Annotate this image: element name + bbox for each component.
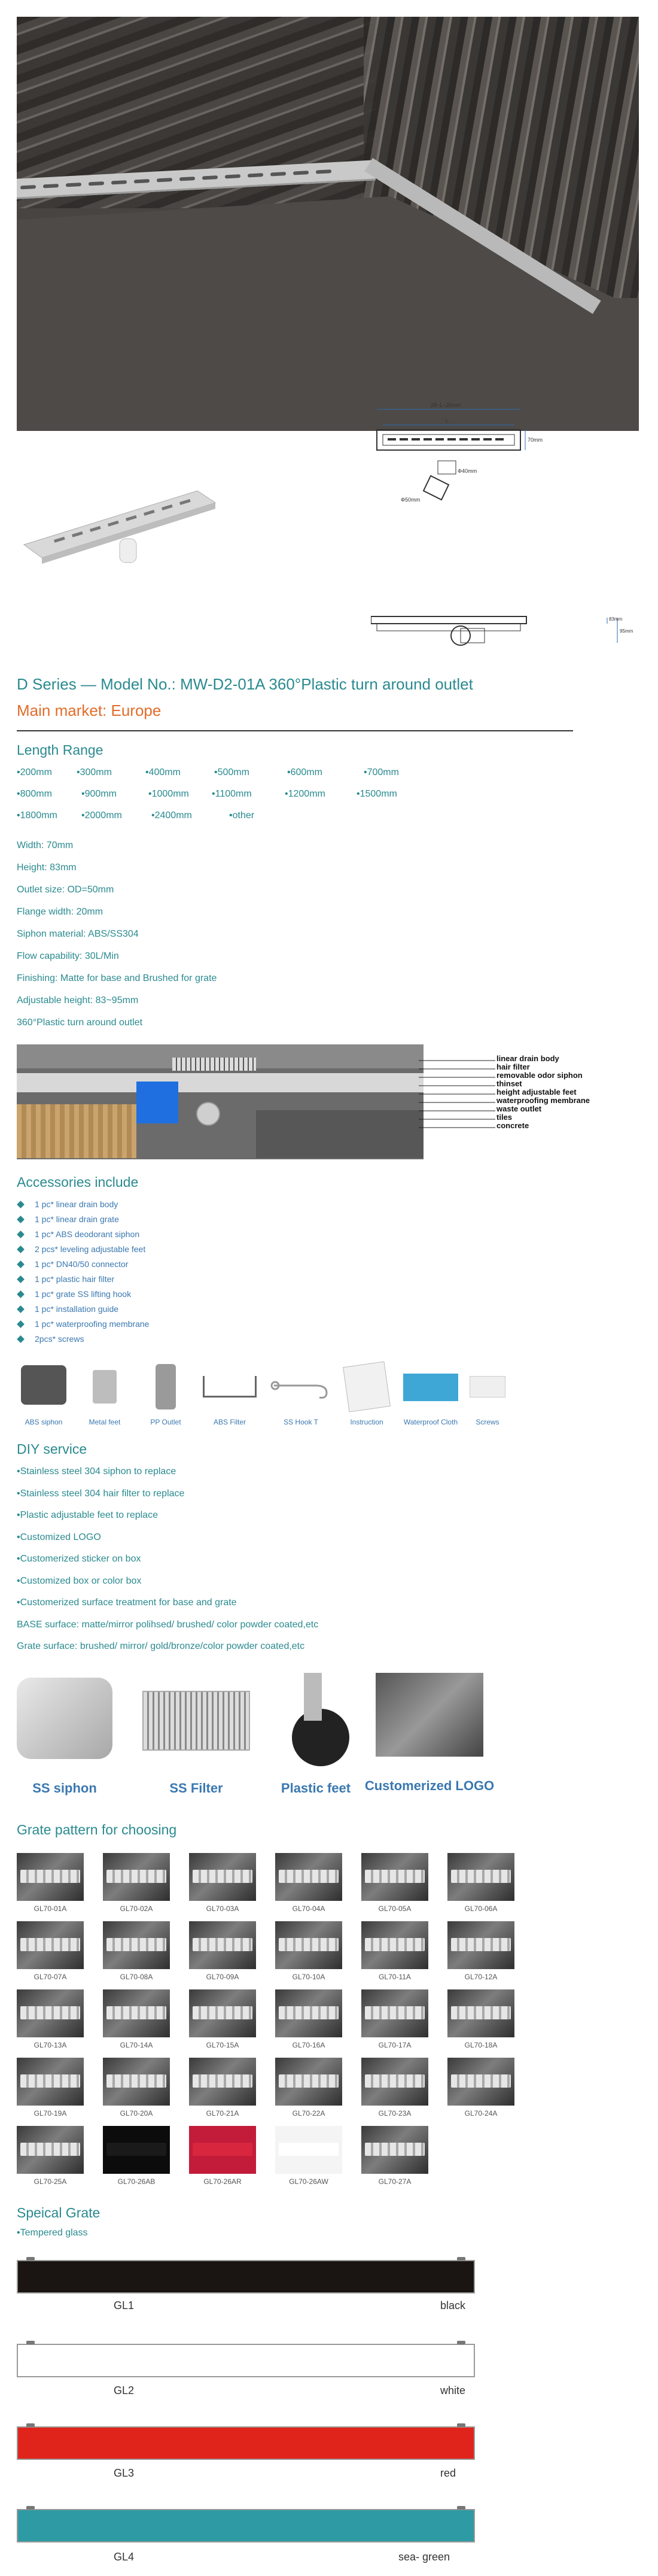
divider — [17, 730, 573, 731]
grate-pattern-image — [275, 2058, 342, 2106]
grate-pattern-item — [275, 1853, 342, 1913]
diy-item: •Customized box or color box — [17, 1575, 142, 1586]
grate-pattern-image — [189, 1989, 256, 2037]
grate-pattern-image — [17, 1853, 84, 1901]
length-item: •500mm — [214, 767, 249, 777]
length-item: •1000mm — [148, 789, 189, 799]
grate-pattern-code: GL70-13A — [33, 2041, 67, 2049]
grate-pattern-code: GL70-11A — [379, 1973, 411, 1981]
grate-pattern-image — [361, 2058, 428, 2106]
dim-label: Φ40mm — [458, 468, 477, 474]
glass-grate-gl2 — [17, 2344, 475, 2377]
special-grate-title: Speical Grate — [17, 2205, 100, 2220]
dim-label: L — [446, 418, 449, 424]
length-item: •1100mm — [212, 789, 252, 799]
grate-pattern-code: GL70-23A — [378, 2109, 412, 2118]
thumb-instruction — [340, 1362, 394, 1412]
section-label: height adjustable feet — [496, 1087, 577, 1096]
section-leader-lines — [419, 1053, 496, 1155]
section-label: linear drain body — [496, 1054, 559, 1063]
spec-item: Adjustable height: 83~95mm — [17, 995, 139, 1006]
grate-pattern-item — [275, 2126, 342, 2186]
accessories-list — [17, 1197, 149, 1347]
thumb-caption: Instruction — [350, 1418, 383, 1426]
list-item: 1 pc* DN40/50 connector — [17, 1257, 149, 1272]
special-grate-subtitle: •Tempered glass — [17, 2228, 88, 2238]
grate-pattern-image — [447, 2058, 514, 2106]
glass-grate-gl3 — [17, 2426, 475, 2460]
grate-pattern-code: GL70-12A — [464, 1973, 498, 1981]
grate-patterns-title: Grate pattern for choosing — [17, 1822, 177, 1837]
section-labels — [496, 1055, 590, 1130]
grate-pattern-image — [361, 1989, 428, 2037]
grate-pattern-item — [447, 2058, 514, 2118]
grate-pattern-item — [275, 2058, 342, 2118]
model-title: D Series — Model No.: MW-D2-01A 360°Plastic turn around outlet — [17, 675, 473, 693]
list-item: 1 pc* ABS deodorant siphon — [17, 1227, 149, 1242]
thumb-caption: Metal feet — [89, 1418, 121, 1426]
spec-item: Height: 83mm — [17, 862, 77, 873]
grate-pattern-code: GL70-04A — [292, 1904, 325, 1913]
hero-photo — [17, 17, 639, 431]
section-label: waterproofing membrane — [496, 1096, 590, 1105]
grate-pattern-item — [103, 2126, 170, 2186]
section-illustration — [17, 1044, 424, 1159]
grate-pattern-code: GL70-27A — [378, 2177, 412, 2186]
grate-pattern-item — [361, 1853, 428, 1913]
grate-pattern-item — [361, 1989, 428, 2049]
grate-pattern-code: GL70-05A — [378, 1904, 412, 1913]
grate-pattern-code: GL70-26AB — [117, 2177, 156, 2186]
dim-label: 28~L~20mm — [431, 402, 461, 408]
grate-pattern-image — [275, 2126, 342, 2174]
grate-color-name: red — [440, 2467, 456, 2479]
grate-pattern-image — [361, 2126, 428, 2174]
diy-base-surface: BASE surface: matte/mirror polihsed/ brushed/ color powder coated,etc — [17, 1619, 319, 1630]
grate-pattern-code: GL70-26AR — [203, 2177, 242, 2186]
grate-pattern-image — [17, 2058, 84, 2106]
thumb-pp-outlet — [139, 1362, 193, 1412]
length-item: •other — [229, 810, 255, 821]
grate-pattern-code: GL70-26AW — [289, 2177, 328, 2186]
length-item: •400mm — [145, 767, 181, 777]
dim-label: Φ50mm — [401, 497, 421, 503]
list-item: 1 pc* linear drain grate — [17, 1212, 149, 1227]
list-item: 1 pc* installation guide — [17, 1302, 149, 1317]
grate-pattern-code: GL70-09A — [206, 1973, 239, 1981]
grate-pattern-image — [361, 1853, 428, 1901]
grate-pattern-code: GL70-16A — [292, 2041, 325, 2049]
thumb-caption: SS Hook T — [284, 1418, 318, 1426]
spec-item: Siphon material: ABS/SS304 — [17, 929, 139, 939]
list-item: 2pcs* screws — [17, 1332, 149, 1347]
diy-item: •Plastic adjustable feet to replace — [17, 1510, 158, 1520]
glass-grate-gl1 — [17, 2260, 475, 2294]
thumb-abs-siphon — [17, 1362, 71, 1412]
section-label: hair filter — [496, 1062, 530, 1071]
grate-pattern-item — [17, 1853, 84, 1913]
grate-pattern-item — [275, 1989, 342, 2049]
grate-code: GL4 — [114, 2551, 135, 2563]
custom-logo-image — [376, 1673, 483, 1757]
grate-pattern-image — [447, 1989, 514, 2037]
market-text: Main market: Europe — [17, 701, 162, 719]
grate-code: GL2 — [114, 2384, 135, 2396]
thumb-caption: Screws — [476, 1418, 499, 1426]
list-item: 1 pc* grate SS lifting hook — [17, 1287, 149, 1302]
length-item: •1500mm — [357, 789, 397, 799]
thumb-screws — [467, 1362, 508, 1412]
grate-pattern-code: GL70-20A — [120, 2109, 153, 2118]
grate-pattern-item — [447, 1853, 514, 1913]
diy-item: •Customerized surface treatment for base and grate — [17, 1597, 237, 1608]
grate-pattern-image — [103, 2058, 170, 2106]
section-label: removable odor siphon — [496, 1071, 583, 1080]
plastic-feet-image — [274, 1673, 358, 1763]
grate-pattern-code: GL70-18A — [464, 2041, 498, 2049]
thumb-abs-filter — [200, 1362, 260, 1412]
grate-pattern-image — [17, 1921, 84, 1969]
grate-pattern-image — [103, 1921, 170, 1969]
diy-grate-surface: Grate surface: brushed/ mirror/ gold/bronze/color powder coated,etc — [17, 1641, 305, 1651]
length-list — [17, 767, 495, 833]
grate-pattern-item — [17, 2058, 84, 2118]
grate-pattern-image — [189, 1921, 256, 1969]
grate-pattern-code: GL70-17A — [378, 2041, 412, 2049]
grate-pattern-item — [189, 1921, 256, 1981]
grate-pattern-code: GL70-14A — [120, 2041, 153, 2049]
color-swatch — [18, 2510, 474, 2541]
grate-code: GL3 — [114, 2467, 135, 2479]
list-item: 1 pc* plastic hair filter — [17, 1272, 149, 1287]
diy-list — [17, 1466, 318, 1663]
spec-item: Flange width: 20mm — [17, 907, 103, 917]
grate-pattern-image — [275, 1989, 342, 2037]
option-caption: SS Filter — [169, 1781, 223, 1796]
spec-item: Width: 70mm — [17, 840, 74, 850]
color-swatch — [18, 2261, 474, 2292]
grate-pattern-code: GL70-15A — [206, 2041, 239, 2049]
section-label: concrete — [496, 1121, 529, 1130]
option-images — [17, 1673, 495, 1805]
grate-color-name: white — [440, 2384, 466, 2396]
diy-item: •Stainless steel 304 siphon to replace — [17, 1466, 176, 1477]
thumb-caption: PP Outlet — [150, 1418, 181, 1426]
length-item: •800mm — [17, 789, 52, 799]
length-item: •2400mm — [151, 810, 192, 821]
grate-pattern-item — [17, 1989, 84, 2049]
spec-list — [17, 840, 217, 1040]
ss-filter-image — [142, 1691, 250, 1751]
ss-siphon-image — [17, 1678, 112, 1759]
grate-pattern-image — [275, 1853, 342, 1901]
thumb-caption: Waterproof Cloth — [403, 1418, 458, 1426]
grate-pattern-item — [447, 1989, 514, 2049]
list-item: 1 pc* linear drain body — [17, 1197, 149, 1212]
grate-code: GL1 — [114, 2299, 135, 2311]
spec-item: Outlet size: OD=50mm — [17, 885, 114, 895]
grate-pattern-image — [103, 2126, 170, 2174]
grate-pattern-code: GL70-08A — [120, 1973, 153, 1981]
length-item: •1200mm — [285, 789, 325, 799]
length-range-title: Length Range — [17, 742, 103, 758]
grate-pattern-item — [103, 1921, 170, 1981]
grate-pattern-item — [103, 1853, 170, 1913]
grate-pattern-item — [189, 2058, 256, 2118]
grate-pattern-item — [361, 1921, 428, 1981]
length-item: •600mm — [287, 767, 322, 777]
accessories-title: Accessories include — [17, 1174, 139, 1190]
list-item: 1 pc* waterproofing membrane — [17, 1317, 149, 1332]
color-swatch — [18, 2428, 474, 2459]
grate-pattern-image — [361, 1921, 428, 1969]
thumb-caption: ABS Filter — [213, 1418, 246, 1426]
grate-pattern-image — [447, 1921, 514, 1969]
grate-pattern-code: GL70-01A — [33, 1904, 67, 1913]
grate-pattern-code: GL70-19A — [33, 2109, 67, 2118]
diy-title: DIY service — [17, 1441, 87, 1457]
section-label: waste outlet — [496, 1104, 542, 1113]
dim-label: 95mm — [620, 628, 633, 634]
grate-pattern-item — [103, 2058, 170, 2118]
color-swatch — [18, 2345, 474, 2376]
grate-pattern-item — [17, 1921, 84, 1981]
grate-pattern-image — [447, 1853, 514, 1901]
grate-pattern-item — [103, 1989, 170, 2049]
grate-pattern-code: GL70-03A — [206, 1904, 239, 1913]
grate-pattern-image — [17, 1989, 84, 2037]
accessory-thumbs — [17, 1362, 507, 1427]
length-item: •200mm — [17, 767, 52, 777]
diy-item: •Customized LOGO — [17, 1532, 101, 1542]
grate-pattern-image — [189, 1853, 256, 1901]
grate-pattern-code: GL70-10A — [292, 1973, 325, 1981]
length-item: •300mm — [77, 767, 112, 777]
grate-pattern-image — [17, 2126, 84, 2174]
grate-pattern-code: GL70-02A — [120, 1904, 153, 1913]
spec-item: Finishing: Matte for base and Brushed for grate — [17, 973, 217, 983]
grate-pattern-item — [189, 2126, 256, 2186]
section-label: tiles — [496, 1113, 513, 1122]
thumb-waterproof-cloth — [401, 1362, 461, 1412]
option-caption: Customerized LOGO — [364, 1778, 495, 1793]
grate-pattern-item — [361, 2058, 428, 2118]
grate-pattern-item — [361, 2126, 428, 2186]
option-caption: SS siphon — [32, 1781, 97, 1796]
grate-pattern-image — [103, 1853, 170, 1901]
grate-pattern-item — [189, 1989, 256, 2049]
spec-item: 360°Plastic turn around outlet — [17, 1017, 143, 1028]
grate-pattern-image — [189, 2058, 256, 2106]
thumb-caption: ABS siphon — [25, 1418, 63, 1426]
spec-item: Flow capability: 30L/Min — [17, 951, 119, 961]
grate-pattern-code: GL70-07A — [33, 1973, 67, 1981]
length-item: •900mm — [81, 789, 117, 799]
grate-color-name: sea- green — [398, 2551, 450, 2563]
grate-pattern-item — [17, 2126, 84, 2186]
grate-grid — [17, 1853, 519, 2194]
product-photo — [18, 473, 233, 593]
grate-pattern-item — [189, 1853, 256, 1913]
thumb-ss-hook — [268, 1362, 334, 1412]
grate-pattern-image — [103, 1989, 170, 2037]
length-item: •2000mm — [81, 810, 122, 821]
length-item: •1800mm — [17, 810, 57, 821]
grate-pattern-code: GL70-06A — [464, 1904, 498, 1913]
list-item: 2 pcs* leveling adjustable feet — [17, 1242, 149, 1257]
thumb-metal-feet — [78, 1362, 132, 1412]
grate-pattern-image — [275, 1921, 342, 1969]
length-item: •700mm — [364, 767, 399, 777]
grate-pattern-item — [447, 1921, 514, 1981]
glass-grate-gl4 — [17, 2509, 475, 2542]
grate-pattern-code: GL70-25A — [33, 2177, 67, 2186]
section-label: thinset — [496, 1079, 522, 1088]
dim-label: 70mm — [528, 437, 543, 443]
diy-item: •Stainless steel 304 hair filter to replace — [17, 1488, 185, 1499]
grate-pattern-item — [275, 1921, 342, 1981]
option-caption: Plastic feet — [281, 1781, 351, 1796]
technical-drawing — [371, 401, 634, 670]
dim-label: 83mm — [609, 616, 623, 622]
diy-item: •Customerized sticker on box — [17, 1554, 141, 1564]
grate-pattern-code: GL70-21A — [206, 2109, 239, 2118]
grate-pattern-code: GL70-24A — [464, 2109, 498, 2118]
grate-pattern-image — [189, 2126, 256, 2174]
grate-pattern-code: GL70-22A — [292, 2109, 325, 2118]
grate-color-name: black — [440, 2299, 466, 2311]
